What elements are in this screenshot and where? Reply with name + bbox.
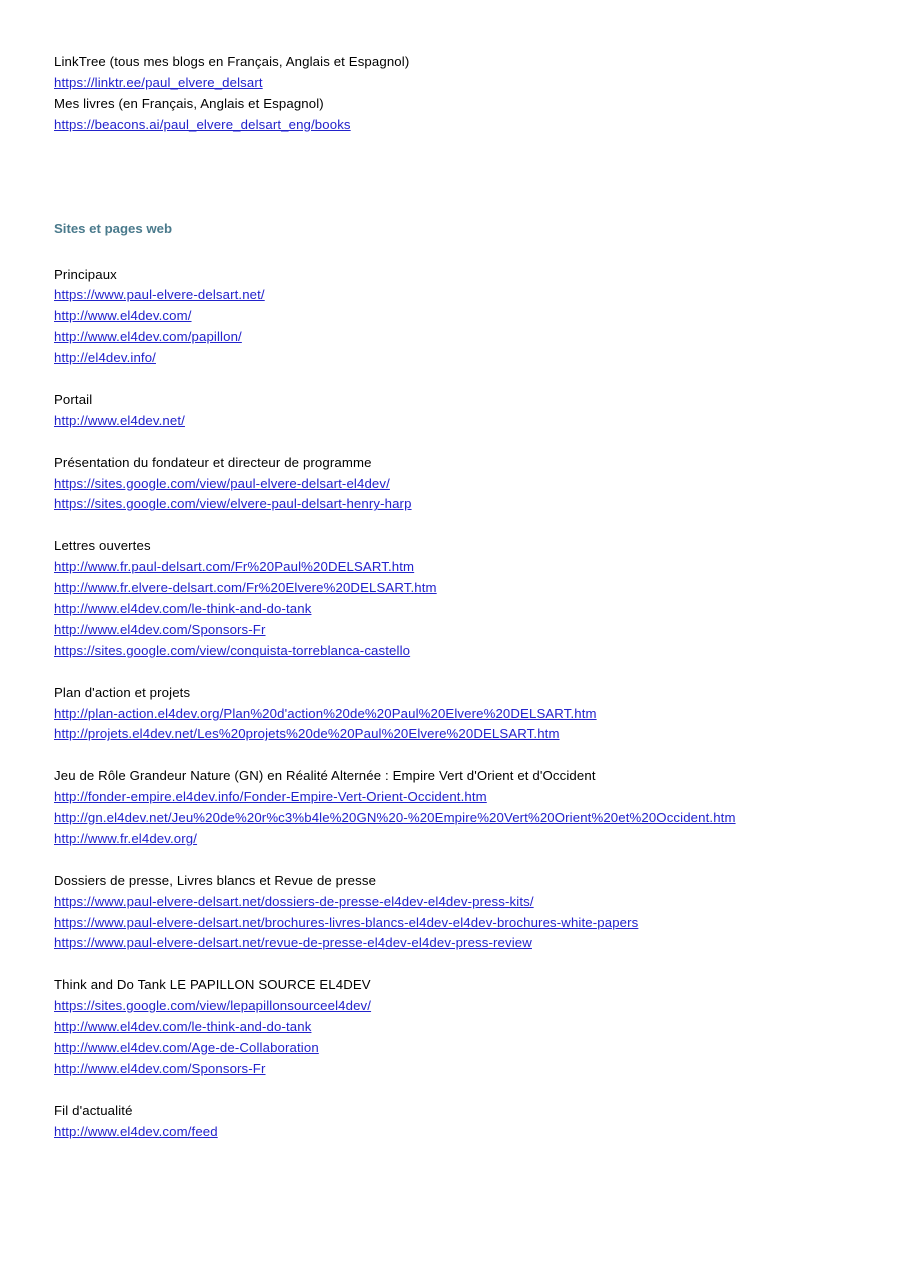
intro-link-linktree[interactable]: https://linktr.ee/paul_elvere_delsart [54,74,263,90]
group-label: Portail [54,391,93,407]
group-principaux [54,265,854,370]
section-heading-sites-et-pages-web: Sites et pages web [54,220,172,236]
group-lettres-ouvertes [54,536,854,661]
group-link[interactable]: https://www.paul-elvere-delsart.net/brochures-livres-blancs-el4dev-el4dev-brochures-white-papers [54,914,639,930]
group-think-and-do-tank [54,975,854,1080]
group-label: Think and Do Tank LE PAPILLON SOURCE EL4DEV [54,977,371,993]
spacer [54,954,854,975]
document-body [54,52,854,1142]
group-link[interactable]: https://sites.google.com/view/lepapillonsourceel4dev/ [54,998,372,1014]
group-link[interactable]: http://www.fr.elvere-delsart.com/Fr%20Elvere%20DELSART.htm [54,580,437,596]
group-link[interactable]: http://fonder-empire.el4dev.info/Fonder-Empire-Vert-Orient-Occident.htm [54,789,487,805]
group-plan-action-projets [54,683,854,746]
group-label: Lettres ouvertes [54,538,151,554]
intro-text-linktree: LinkTree (tous mes blogs en Français, Anglais et Espagnol) [54,54,410,69]
group-link[interactable]: http://www.el4dev.com/Sponsors-Fr [54,621,266,637]
spacer [54,1080,854,1101]
group-link[interactable]: https://www.paul-elvere-delsart.net/revue-de-presse-el4dev-el4dev-press-review [54,935,532,951]
group-link[interactable]: http://www.el4dev.com/le-think-and-do-tank [54,600,312,616]
group-link[interactable]: https://sites.google.com/view/elvere-paul-delsart-henry-harp [54,496,412,512]
group-link[interactable]: http://www.el4dev.com/Age-de-Collaboration [54,1039,319,1055]
spacer [54,240,854,265]
group-link[interactable]: http://el4dev.info/ [54,350,156,366]
group-link[interactable]: http://www.el4dev.com/papillon/ [54,329,242,345]
group-label: Principaux [54,266,117,282]
intro-text-livres: Mes livres (en Français, Anglais et Espagnol) [54,95,324,111]
group-link[interactable]: http://www.el4dev.com/feed [54,1123,218,1139]
group-link[interactable]: http://plan-action.el4dev.org/Plan%20d'action%20de%20Paul%20Elvere%20DELSART.htm [54,705,597,721]
group-link[interactable]: http://projets.el4dev.net/Les%20projets%20de%20Paul%20Elvere%20DELSART.htm [54,726,560,742]
spacer [54,432,854,453]
group-presentation-fondateur [54,453,854,516]
group-label: Jeu de Rôle Grandeur Nature (GN) en Réalité Alternée : Empire Vert d'Orient et d'Occident [54,768,596,784]
group-label: Plan d'action et projets [54,684,191,700]
spacer [54,369,854,390]
intro-link-livres[interactable]: https://beacons.ai/paul_elvere_delsart_eng/books [54,116,351,132]
group-link[interactable]: http://www.fr.el4dev.org/ [54,830,198,846]
group-fil-actualite [54,1101,854,1143]
group-link[interactable]: http://www.fr.paul-delsart.com/Fr%20Paul%20DELSART.htm [54,559,415,575]
group-link[interactable]: https://www.paul-elvere-delsart.net/dossiers-de-presse-el4dev-el4dev-press-kits/ [54,893,534,909]
group-portail [54,390,854,432]
group-dossiers-de-presse [54,871,854,955]
intro-block [54,52,854,136]
group-jeu-de-role [54,766,854,850]
spacer [54,662,854,683]
spacer [54,850,854,871]
group-label: Dossiers de presse, Livres blancs et Revue de presse [54,872,377,888]
group-link[interactable]: http://www.el4dev.com/ [54,308,192,324]
spacer [54,745,854,766]
spacer [54,136,854,219]
group-link[interactable]: http://gn.el4dev.net/Jeu%20de%20r%c3%b4le%20GN%20-%20Empire%20Vert%20Orient%20et%20Occident.htm [54,810,736,826]
group-link[interactable]: https://sites.google.com/view/paul-elvere-delsart-el4dev/ [54,475,390,491]
group-label: Présentation du fondateur et directeur de programme [54,454,372,470]
group-link[interactable]: https://www.paul-elvere-delsart.net/ [54,287,265,303]
group-link[interactable]: http://www.el4dev.net/ [54,412,185,428]
group-link[interactable]: http://www.el4dev.com/Sponsors-Fr [54,1060,266,1076]
spacer [54,515,854,536]
group-label: Fil d'actualité [54,1102,133,1118]
group-link[interactable]: http://www.el4dev.com/le-think-and-do-tank [54,1019,312,1035]
group-link[interactable]: https://sites.google.com/view/conquista-torreblanca-castello [54,642,411,658]
